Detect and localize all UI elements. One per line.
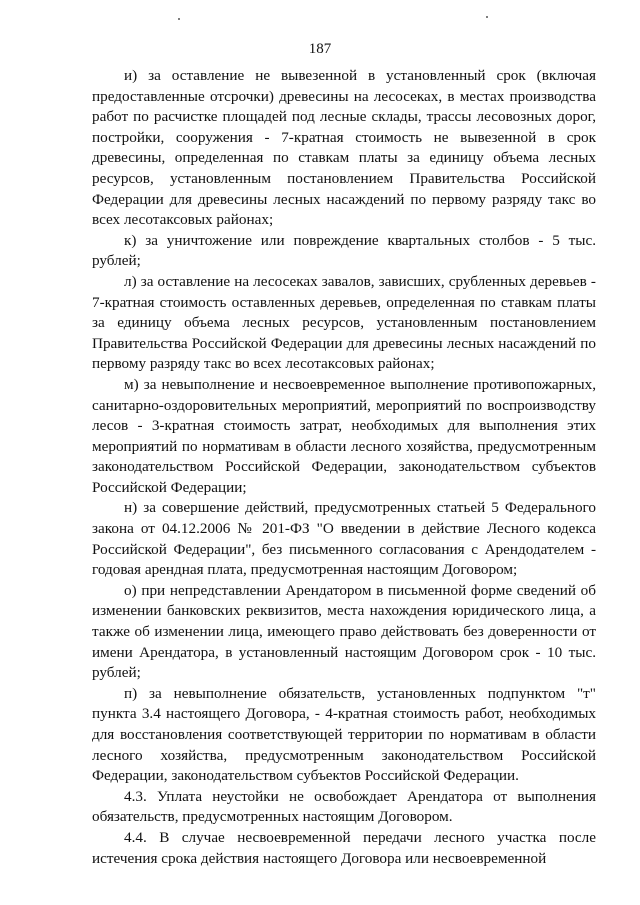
paragraph-n: н) за совершение действий, предусмотренных статьей 5 Федерального закона от 04.12.2006 № 201-ФЗ "О введении в действие Лесного кодекса Российской Федерации", без письменного согласования с Арендодателем - годовая арендная плата, предусмотренная настоящим Договором;	[92, 499, 596, 579]
scan-speck	[486, 16, 488, 18]
document-body	[92, 66, 596, 869]
paragraph-i: и) за оставление не вывезенной в установленный срок (включая предоставленные отсрочки) древесины на лесосеках, в местах производства работ по расчистке площадей под лесные склады, трассы лесовозных дорог, постройки, сооружения - 7-кратная стоимость не вывезенной в срок древесины, определенная по ставкам платы за единицу объема лесных ресурсов, установленным постановлением Правительства Российской Федерации для древесины лесных насаждений по первому разряду такс во всех лесотаксовых районах;	[92, 67, 596, 229]
paragraph-k: к) за уничтожение или повреждение квартальных столбов - 5 тыс. рублей;	[92, 231, 596, 270]
paragraph-p: п) за невыполнение обязательств, установленных подпунктом "т" пункта 3.4 настоящего Договора, - 4-кратная стоимость работ, необходимых для восстановления соответствующей территории по нормативам в области лесного хозяйства, предусмотренным законодательством Российской Федерации, законодательством субъектов Российской Федерации.	[92, 684, 596, 785]
page-number: 187	[308, 41, 332, 57]
scan-speck	[178, 18, 180, 20]
paragraph-o: о) при непредставлении Арендатором в письменной форме сведений об изменении банковских реквизитов, места нахождения юридического лица, а также об изменении лица, имеющего право действовать без доверенности от имени Арендатора, в установленный настоящим Договором срок - 10 тыс. рублей;	[92, 581, 596, 682]
clause-4-4: 4.4. В случае несвоевременной передачи лесного участка после истечения срока действия настоящего Договора или несвоевременной	[92, 828, 596, 867]
clause-4-3: 4.3. Уплата неустойки не освобождает Арендатора от выполнения обязательств, предусмотренных настоящим Договором.	[92, 787, 596, 826]
paragraph-l: л) за оставление на лесосеках завалов, зависших, срубленных деревьев - 7-кратная стоимость оставленных деревьев, определенная по ставкам платы за единицу объема лесных ресурсов, установленным постановлением Правительства Российской Федерации для древесины лесных насаждений по первому разряду такс во всех лесотаксовых районах;	[92, 272, 596, 373]
paragraph-m: м) за невыполнение и несвоевременное выполнение противопожарных, санитарно-оздоровительных мероприятий, мероприятий по воспроизводству лесов - 3-кратная стоимость затрат, необходимых для выполнения этих мероприятий по нормативам в области лесного хозяйства, предусмотренным законодательством Российской Федерации, законодательством субъектов Российской Федерации;	[92, 375, 596, 496]
